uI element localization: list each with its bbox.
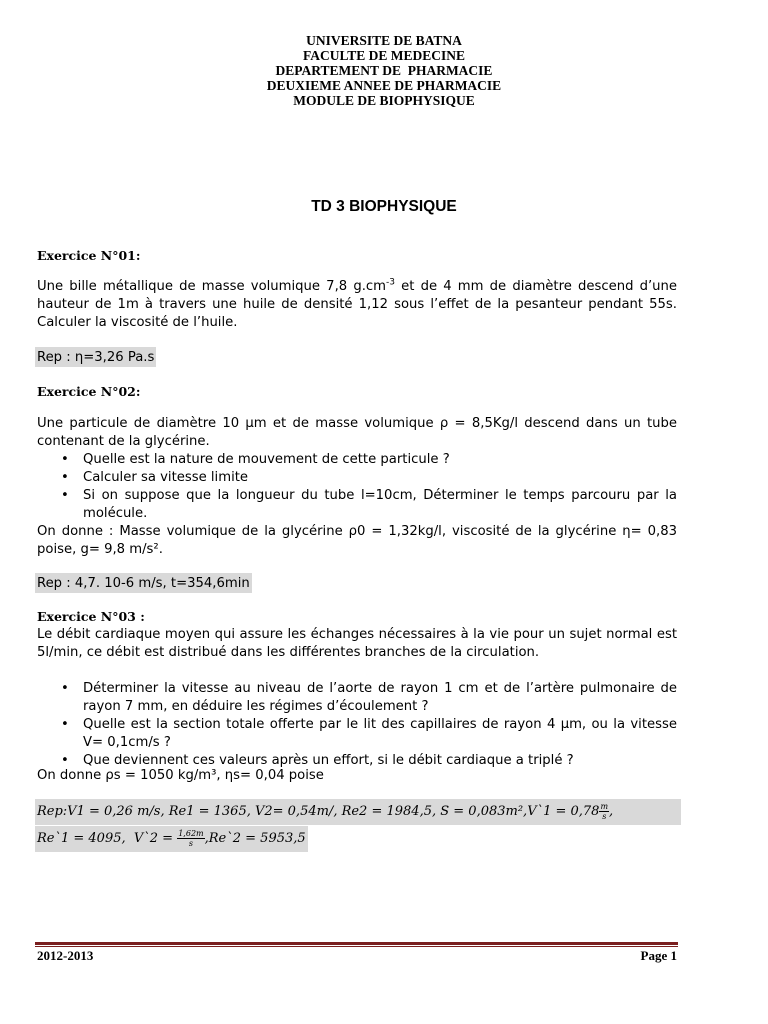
exercise-1-heading: Exercice N°01: xyxy=(37,248,141,263)
header-line: DEUXIEME ANNEE DE PHARMACIE xyxy=(266,78,502,93)
document-title: TD 3 BIOPHYSIQUE xyxy=(311,198,457,215)
header-line: UNIVERSITE DE BATNA xyxy=(306,33,462,48)
exponent: -3 xyxy=(385,277,395,288)
exercise-3-questions xyxy=(37,680,677,770)
exercise-3-answer-line-1: Rep:V1 = 0,26 m/s, Re1 = 1365, V2= 0,54m/, Re2 = 1984,5, S = 0,083m²,V`1 = 0,78 $\frac{m}{s}$ , xyxy=(35,799,681,825)
fraction: $\frac{1,62m}{s}$ xyxy=(178,829,204,848)
header-line: DEPARTEMENT DE PHARMACIE xyxy=(275,63,493,78)
exercise-2-answer: Rep : 4,7. 10-6 m/s, t=354,6min xyxy=(35,573,252,593)
footer-divider-thin xyxy=(35,946,678,947)
list-item: • Quelle est la section totale offerte par le lit des capillaires de rayon 4 μm, ou la vitesse V= 0,1cm/s ? xyxy=(61,717,677,750)
list-item: • Si on suppose que la longueur du tube l=10cm, Déterminer le temps parcouru par la molécule. xyxy=(61,488,677,521)
exercise-2-heading: Exercice N°02: xyxy=(37,384,141,399)
list-item: • Calculer sa vitesse limite xyxy=(61,470,249,485)
footer-divider xyxy=(35,942,678,945)
exercise-3-heading: Exercice N°03 : xyxy=(37,609,145,624)
footer-year: 2012-2013 xyxy=(37,948,94,963)
fraction: $\frac{m}{s}$ xyxy=(600,802,609,821)
exercise-1-answer: Rep : η=3,26 Pa.s xyxy=(35,347,156,367)
header-line: FACULTE DE MEDECINE xyxy=(302,48,466,63)
list-item: • Déterminer la vitesse au niveau de l’aorte de rayon 1 cm et de l’artère pulmonaire de rayon 7 mm, en déduire les régimes d’écoulement ? xyxy=(61,681,677,714)
exercise-3-intro: Le débit cardiaque moyen qui assure les échanges nécessaires à la vie pour un sujet normal est 5l/min, ce débit est distribué dans les différentes branches de la circulation. xyxy=(37,627,677,660)
footer-page-number: Page 1 xyxy=(640,948,677,963)
exercise-2-intro: Une particule de diamètre 10 μm et de masse volumique ρ = 8,5Kg/l descend dans un tube contenant de la glycérine. xyxy=(37,416,677,449)
university-header xyxy=(0,33,768,108)
exercise-3-given: On donne ρs = 1050 kg/m³, ηs= 0,04 poise xyxy=(37,768,324,783)
header-line: MODULE DE BIOPHYSIQUE xyxy=(293,93,475,108)
list-item: • Que deviennent ces valeurs après un effort, si le débit cardiaque a triplé ? xyxy=(61,753,574,768)
exercise-2-questions xyxy=(37,451,677,523)
exercise-3-answer-line-2: Re`1 = 4095, V`2 = $\frac{1,62m}{s}$ ,Re`2 = 5953,5 xyxy=(35,826,308,852)
list-item: • Quelle est la nature de mouvement de cette particule ? xyxy=(61,452,450,467)
exercise-1-text: Une bille métallique de masse volumique 7,8 $g.cm^{-3}$ et de 4 mm de diamètre descend d’une hauteur de 1m à travers une huile de densité 1,12 sous l’effet de la pesanteur pendant 55s. Calculer la viscosité de l’huile. xyxy=(37,277,677,330)
exercise-2-given: On donne : Masse volumique de la glycérine ρ0 = 1,32kg/l, viscosité de la glycérine η= 0,83 poise, g= 9,8 m/s². xyxy=(37,524,677,557)
